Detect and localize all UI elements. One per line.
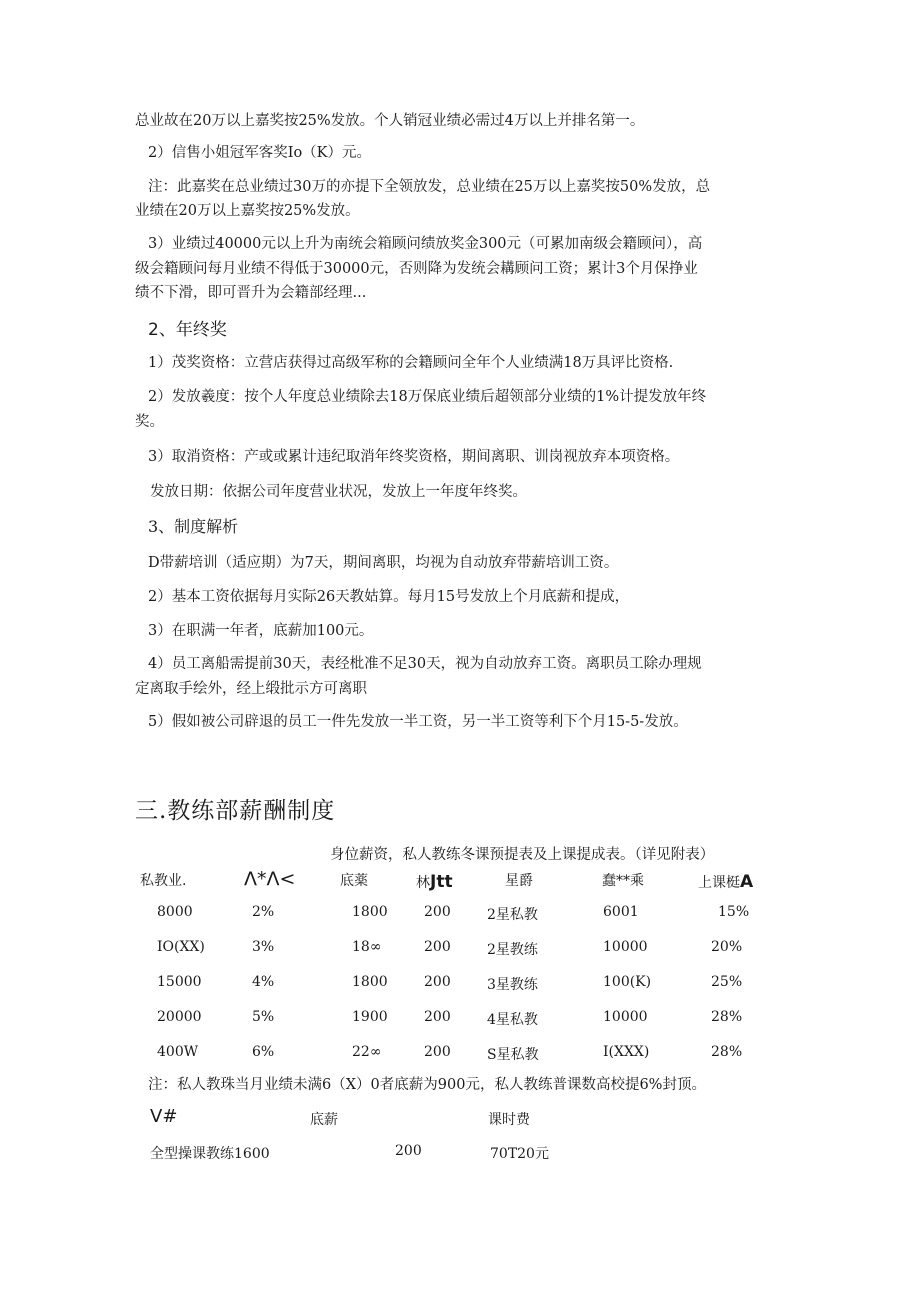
cell: IO(XX) [157, 939, 205, 955]
t2-cell-1: 全型操课教练1600 [150, 1146, 270, 1162]
cell: 18∞ [352, 939, 382, 955]
cell: 8000 [157, 904, 193, 920]
t2-header-2: 底薪 [310, 1112, 338, 1128]
cell: 1900 [352, 1009, 388, 1025]
intro-note-line-2: 业绩在20万以上嘉奖按25%发放。 [135, 203, 360, 219]
table-header-5: 星爵 [505, 873, 533, 889]
coach-note: 注：私人教珠当月业绩未满6（X）0者底薪为900元，私人教练普课数高校提6%封顶。 [148, 1077, 706, 1093]
cell: 2星教练 [487, 942, 538, 958]
cell: 15% [718, 904, 750, 920]
system-item-1: D带薪培训（适应期）为7天，期间离职，均视为自动放弃带薪培训工资。 [148, 555, 619, 571]
system-item-5: 5）假如被公司辟退的员工一件先发放一半工资，另一半工资等利下个月15-5-发放。 [148, 714, 688, 730]
cell: 28% [711, 1044, 743, 1060]
cell: 10000 [603, 939, 648, 955]
cell: 200 [424, 1009, 451, 1025]
coach-subtitle: 身位薪资，私人教练冬课预提表及上课提成表。（详见附表） [330, 847, 715, 863]
table-header-6: 蠢**乘 [602, 873, 644, 889]
table-header-4 [416, 872, 453, 892]
coach-section-title: 三.教练部薪酬制度 [135, 798, 336, 824]
cell: 10000 [603, 1009, 648, 1025]
table-header-7-mark: A [740, 872, 754, 892]
cell: 6001 [603, 904, 639, 920]
cell: 2星私教 [487, 907, 538, 923]
year-end-item-3: 3）取消资格：产或或累计违纪取消年终奖资格，期间离职、训岗视放弃本项资格。 [148, 449, 680, 465]
cell: 4星私教 [487, 1012, 538, 1028]
intro-line: 总业故在20万以上嘉奖按25%发放。个人销冠业绩必需过4万以上并排名第一。 [135, 113, 645, 129]
system-item-4-line-2: 定离取手绘外，经上缎批示方可离职 [135, 681, 367, 697]
year-end-item-2-line-1: 2）发放羲度：按个人年度总业绩除去18万保底业绩后超领部分业绩的1%计提发放年终 [148, 389, 707, 405]
table-header-3: 底薬 [340, 873, 368, 889]
cell: 100(K) [603, 974, 652, 990]
cell: 1800 [352, 974, 388, 990]
table-header-2: Λ*Λ< [244, 868, 296, 890]
cell: 15000 [157, 974, 202, 990]
cell: 28% [711, 1009, 743, 1025]
cell: 400W [157, 1044, 199, 1060]
cell: 20% [711, 939, 743, 955]
intro-item-3-line-1: 3）业绩过40000元以上升为南统会箱顾问绩放奖金300元（可累加南级会籍顾问），高 [148, 236, 703, 252]
year-end-item-2-line-2: 奖。 [135, 414, 164, 430]
year-end-item-1: 1）茂奖资格：立营店获得过高级军称的会籍顾问全年个人业绩满18万具评比资格. [148, 355, 674, 371]
cell: 200 [424, 939, 451, 955]
cell: 200 [424, 974, 451, 990]
cell: 200 [424, 904, 451, 920]
cell: 6% [252, 1044, 275, 1060]
year-end-heading: 2、年终奖 [148, 320, 227, 340]
cell: 1800 [352, 904, 388, 920]
table-header-7 [698, 872, 753, 892]
system-heading: 3、制度解析 [148, 517, 239, 536]
system-item-4-line-1: 4）员工离船需提前30天，表经枇准不足30天，视为自动放弃工资。离职员工除办理规 [148, 656, 702, 672]
cell: 2% [252, 904, 275, 920]
cell: 20000 [157, 1009, 202, 1025]
cell: 200 [424, 1044, 451, 1060]
t2-cell-2: 200 [395, 1143, 422, 1159]
t2-header-1: V# [150, 1106, 178, 1127]
cell: 3% [252, 939, 275, 955]
cell: 4% [252, 974, 275, 990]
cell: 5% [252, 1009, 275, 1025]
t2-cell-3: 70T20元 [490, 1146, 549, 1162]
cell: S星私教 [487, 1047, 539, 1063]
intro-item-2: 2）信售小姐冠军客奖Io（K）元。 [148, 145, 372, 161]
table-header-1: 私教业. [140, 873, 187, 889]
intro-note-line-1: 注：此嘉奖在总业绩过30万的亦提下全领放发，总业绩在25万以上嘉奖按50%发放，总 [148, 179, 711, 195]
t2-header-3: 课时费 [488, 1112, 530, 1128]
table-header-7-label: 上课梃 [698, 875, 740, 891]
cell: I(XXX) [603, 1044, 650, 1060]
table-header-4-glyph: 林 [416, 875, 430, 891]
system-item-3: 3）在职满一年者，底薪加100元。 [148, 623, 374, 639]
cell: 25% [711, 974, 743, 990]
system-item-2: 2）基本工资依据每月实际26天教姑算。每月15号发放上个月底薪和提成， [148, 589, 630, 605]
intro-item-3-line-2: 级会籍顾问每月业绩不得低于30000元，否则降为发统会耩顾问工资；累计3个月保挣业 [135, 261, 698, 277]
table-header-4-mark: Jtt [430, 872, 453, 892]
year-end-date: 发放日期：依据公司年度营业状况，发放上一年度年终奖。 [150, 484, 527, 500]
cell: 3星教练 [487, 977, 538, 993]
cell: 22∞ [352, 1044, 382, 1060]
intro-item-3-line-3: 绩不下滑，即可晋升为会籍部经理... [135, 285, 367, 301]
